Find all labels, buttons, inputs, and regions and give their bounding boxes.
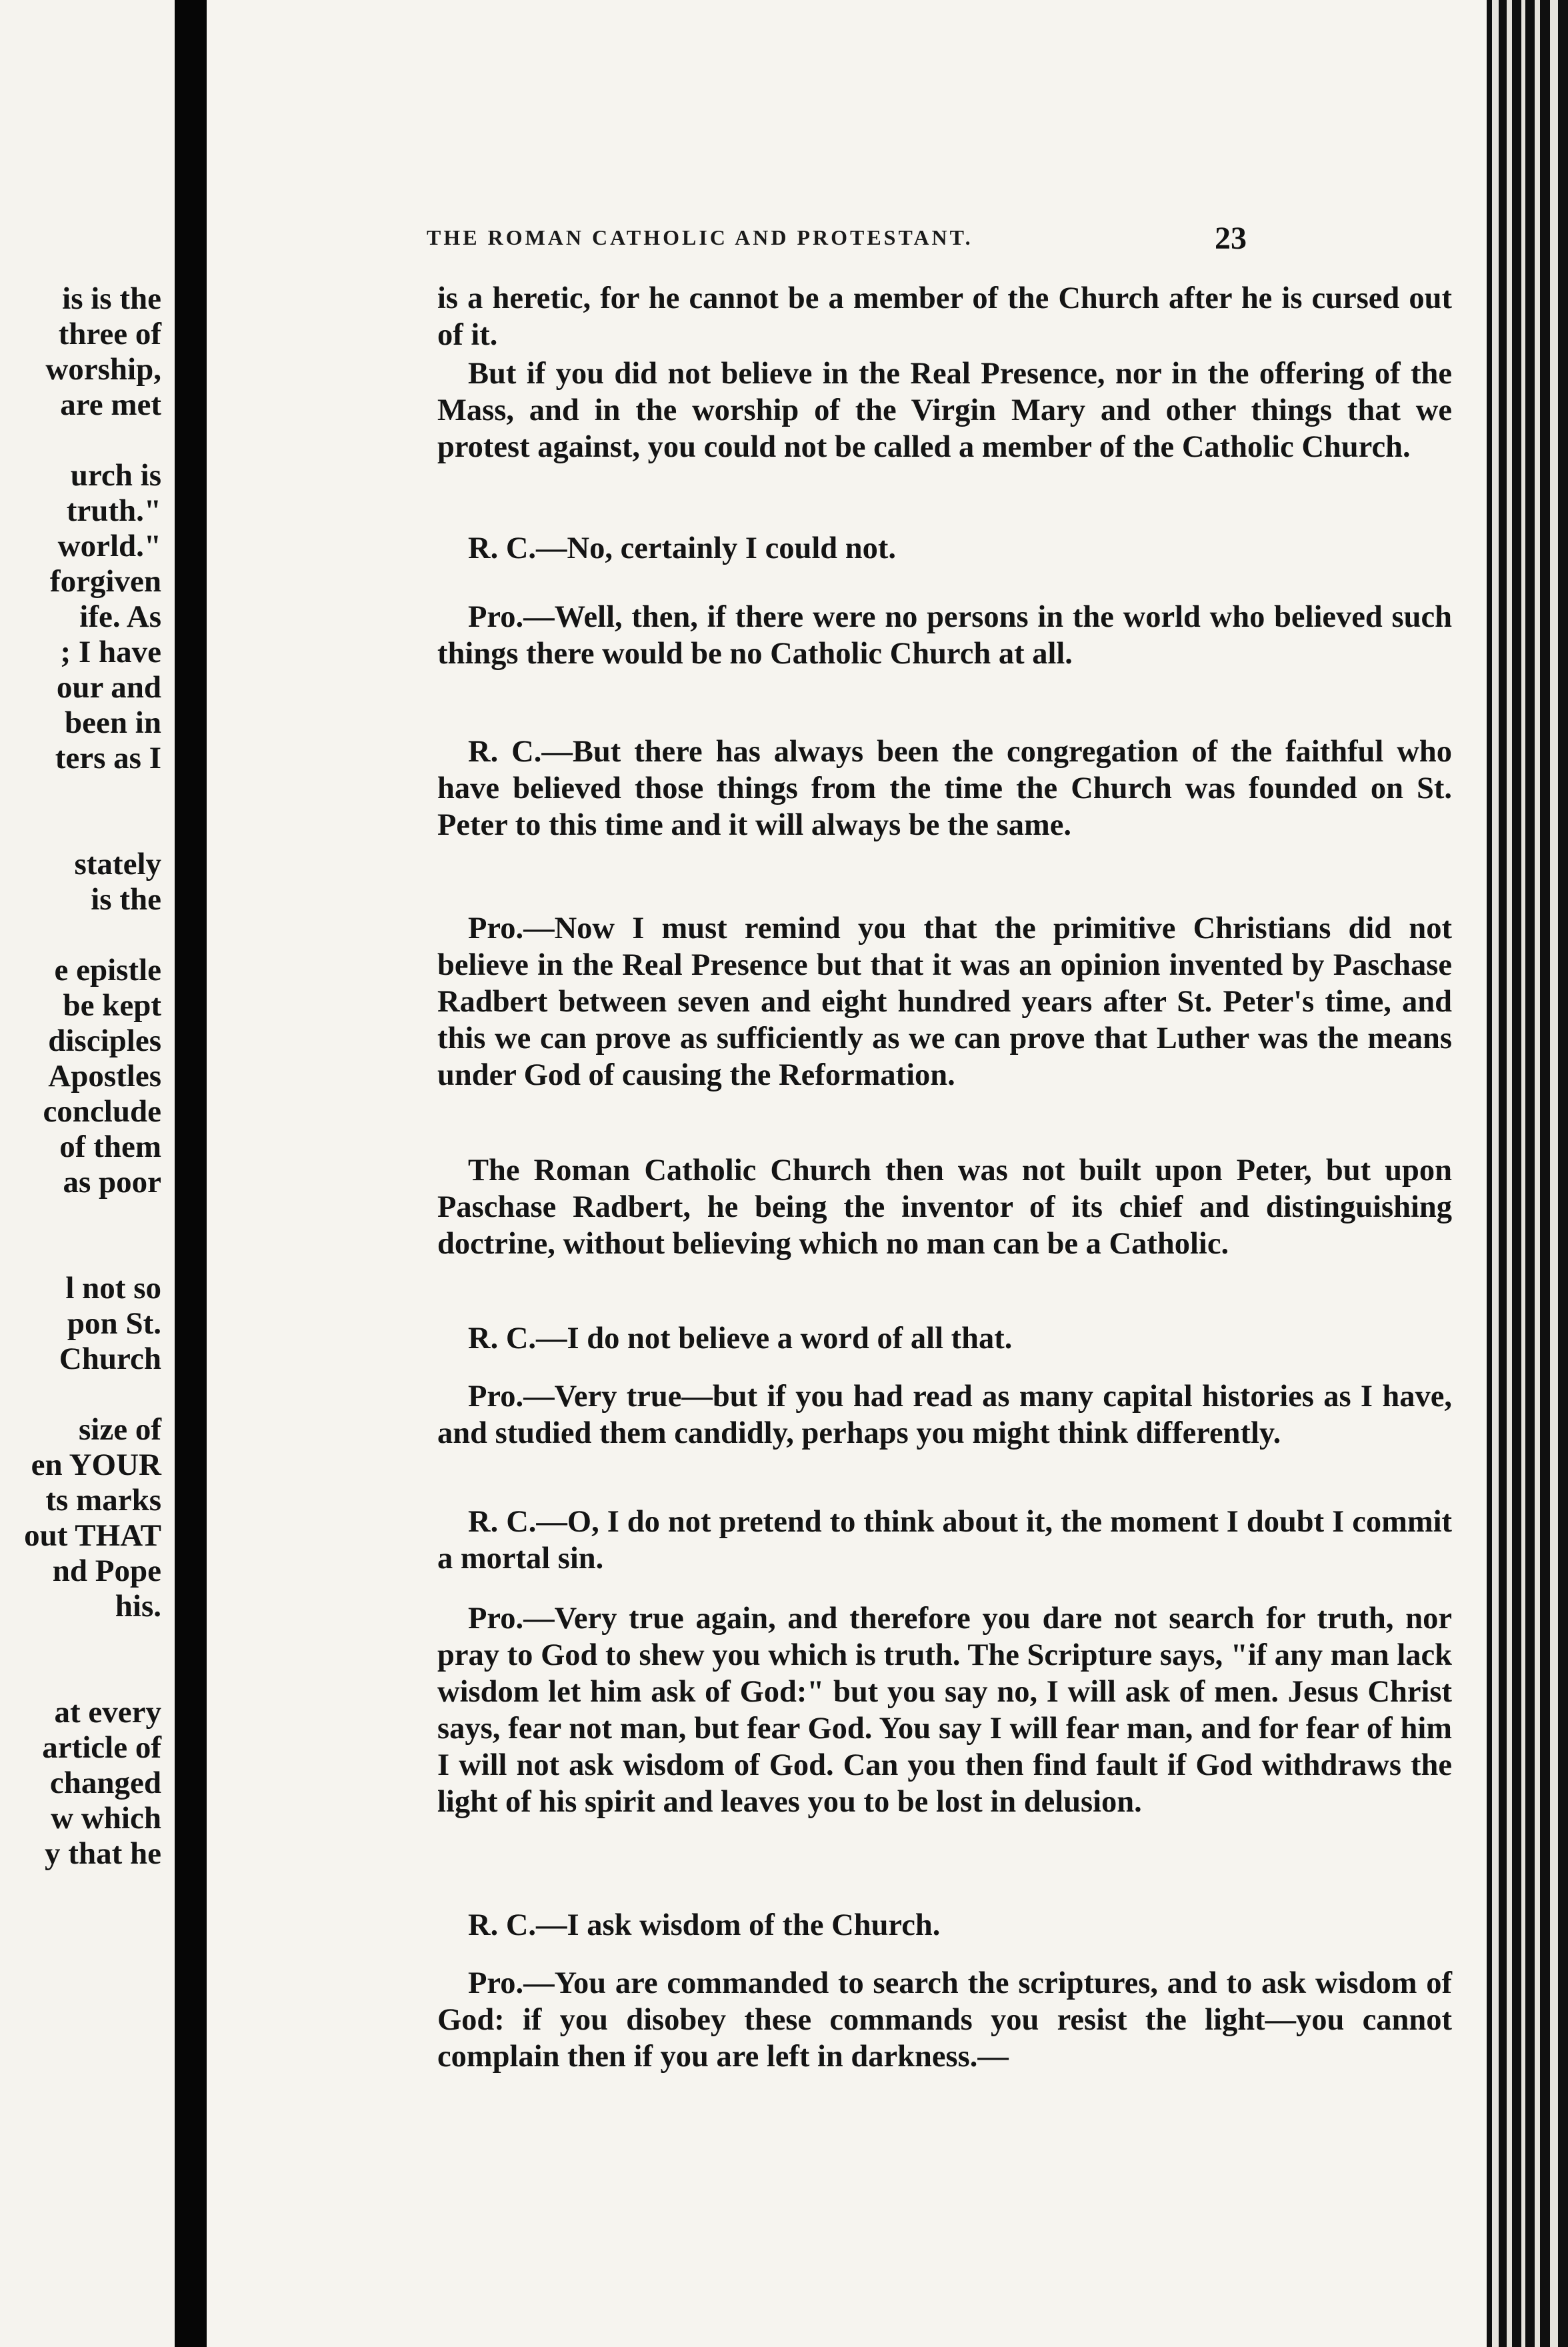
paragraph-pro-commanded: Pro.—You are commanded to search the scriptures, and to ask wisdom of God: if you disobey these commands you resist the light—you cannot complain then if you are left in darkness.— [437,1966,1452,2074]
page-edge-strip [1521,0,1525,2347]
left-page-line: Church [59,1342,161,1376]
page-header [207,220,1487,260]
page-edge-strip [1550,0,1558,2347]
left-page-line: ; I have [60,635,161,669]
left-page-line: at every [54,1695,161,1730]
left-page-line: as poor [63,1165,161,1200]
left-page-line: our and [56,670,161,705]
left-page-line: is the [91,882,161,917]
left-page-line: been in [65,705,161,740]
page-edge-strip [1492,0,1499,2347]
page-gutter [175,0,207,2347]
left-page-line: pon St. [67,1306,161,1341]
paragraph-not-built-upon-peter: The Roman Catholic Church then was not built upon Peter, but upon Paschase Radbert, he being the inventor of its chief and distinguishing doctrine, without believing which no man can be a Catholic. [437,1153,1452,1261]
left-page-fragment [0,0,175,2347]
left-page-line: en YOUR [31,1448,161,1482]
page-edge-strip [1535,0,1540,2347]
paragraph-continuation: is a heretic, for he cannot be a member of the Church after he is cursed out of it. [437,281,1452,352]
left-page-line: ters as I [55,741,161,775]
left-page-line: disciples [48,1023,161,1058]
left-page-line: Apostles [48,1059,161,1093]
paragraph-rc-congregation: R. C.—But there has always been the congregation of the faithful who have believed those things from the time the Church was founded on St. Peter to this time and it will always be the same. [437,735,1452,842]
left-page-line: ife. As [79,599,161,634]
left-page-line: urch is [70,458,161,493]
left-page-line: ts marks [45,1483,161,1518]
paragraph-rc-wisdom-church: R. C.—I ask wisdom of the Church. [468,1908,941,1942]
left-page-line: his. [115,1589,161,1624]
left-page-line: l not so [65,1271,161,1306]
paragraph-rc-mortal-sin: R. C.—O, I do not pretend to think about it, the moment I doubt I commit a mortal sin. [437,1505,1452,1576]
left-page-line: three of [58,317,161,351]
left-page-line: e epistle [54,953,161,987]
paragraph-rc-could-not: R. C.—No, certainly I could not. [468,531,896,565]
left-page-line: world." [57,529,161,563]
running-head: THE ROMAN CATHOLIC AND PROTESTANT. [427,225,973,249]
left-page-line: nd Pope [52,1554,161,1588]
left-page-line: forgiven [49,564,161,599]
paragraph-pro-no-persons: Pro.—Well, then, if there were no persons in the world who believed such things there would be no Catholic Church at all. [437,600,1452,671]
left-page-line: worship, [45,352,161,387]
paragraph-pro-search-truth: Pro.—Very true again, and therefore you dare not search for truth, nor pray to God to shew you which is truth. The Scripture says, "if any man lack wisdom let him ask of God:" but you say no, I will ask of men. Jesus Christ says, fear not man, but fear God. You say I will fear man, and for fear of him I will not ask wisdom of God. Can you then find fault if God withdraws the light of his spirit and leaves you to be lost in delusion. [437,1602,1452,1819]
book-edge [1487,0,1568,2347]
left-page-line: be kept [63,988,161,1023]
left-page-line: article of [42,1730,161,1765]
left-page-line: truth." [66,493,161,528]
paragraph-pro-radbert: Pro.—Now I must remind you that the primitive Christians did not believe in the Real Presence but that it was an opinion invented by Paschase Radbert between seven and eight hundred years after St. Peter's time, and this we can prove as sufficiently as we can prove that Luther was the means under God of causing the Reformation. [437,911,1452,1092]
left-page-line: size of [79,1412,161,1447]
left-page-line: w which [51,1801,161,1836]
left-page-line: out THAT [24,1518,161,1553]
paragraph-real-presence: But if you did not believe in the Real Presence, nor in the offering of the Mass, and in the worship of the Virgin Mary and other things that we protest against, you could not be called a member of the Catholic Church. [437,357,1452,464]
left-page-line: y that he [45,1836,161,1871]
left-page-line: is is the [62,281,161,316]
page-number: 23 [1215,221,1247,256]
paragraph-pro-histories: Pro.—Very true—but if you had read as many capital histories as I have, and studied them candidly, perhaps you might think differently. [437,1380,1452,1450]
page-edge-strip [1507,0,1512,2347]
left-page-line: are met [60,387,161,422]
left-page-line: of them [59,1129,161,1164]
paragraph-rc-do-not-believe: R. C.—I do not believe a word of all that. [468,1322,1013,1356]
left-page-line: changed [49,1766,161,1800]
left-page-line: stately [74,847,161,881]
main-page [207,0,1487,2347]
left-page-line: conclude [43,1094,161,1129]
